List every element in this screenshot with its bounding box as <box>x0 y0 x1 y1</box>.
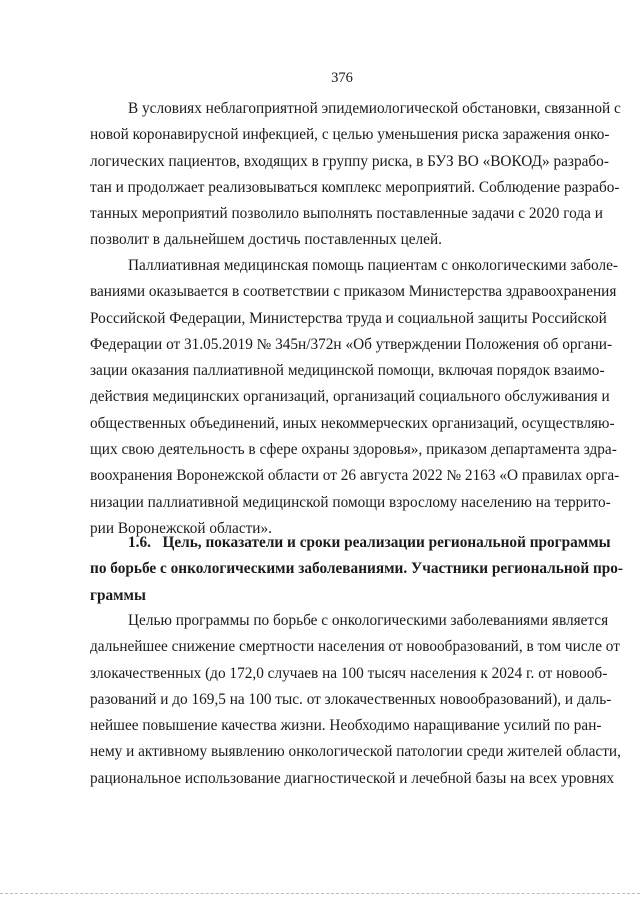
text-line: общественных объединений, иных некоммерческих организаций, осуществляю- <box>90 414 615 432</box>
text-line: щих свою деятельность в сфере охраны здоровья», приказом департамента здра- <box>90 441 617 459</box>
text-line: Федерации от 31.05.2019 № 345н/372н «Об утверждении Положения об органи- <box>90 335 613 353</box>
heading-number: 1.6. <box>128 534 151 551</box>
text-line: нему и активному выявлению онкологической патологии среди жителей области, <box>90 743 621 761</box>
text-line: логических пациентов, входящих в группу риска, в БУЗ ВО «ВОКОД» разрабо- <box>90 152 609 170</box>
heading-line: по борьбе с онкологическими заболеваниями. Участники региональной про- <box>90 560 624 578</box>
section-heading-1-6 <box>90 530 624 609</box>
text-line: злокачественных (до 172,0 случаев на 100 тысяч населения к 2024 г. от новооб- <box>90 664 608 682</box>
text-line: Паллиативная медицинская помощь пациентам с онкологическими заболе- <box>128 257 618 274</box>
text-line: дальнейшее снижение смертности населения от новообразований, в том числе от <box>90 638 620 656</box>
text-line: разований и до 169,5 на 100 тыс. от злокачественных новообразований), и даль- <box>90 690 612 708</box>
heading-line <box>90 530 611 556</box>
text-line: тан и продолжает реализовываться комплекс мероприятий. Соблюдение разрабо- <box>90 178 620 196</box>
text-line: зации оказания паллиативной медицинской помощи, включая порядок взаимо- <box>90 362 605 380</box>
text-line: воохранения Воронежской области от 26 августа 2022 № 2163 «О правилах орга- <box>90 467 620 485</box>
text-line: В условиях неблагоприятной эпидемиологической обстановки, связанной с <box>128 100 621 117</box>
paragraph-palliative-care <box>90 253 620 542</box>
text-line: рии Воронежской области». <box>90 519 272 537</box>
text-line: низации паллиативной медицинской помощи взрослому населению на террито- <box>90 493 611 511</box>
scan-edge-divider <box>0 893 640 894</box>
text-line: танных мероприятий позволило выполнять поставленные задачи с 2020 года и <box>90 205 603 223</box>
paragraph-epidemiological-measures <box>90 96 621 254</box>
heading-text: Цель, показатели и сроки реализации региональной программы <box>162 534 611 551</box>
text-line: Российской Федерации, Министерства труда и социальной защиты Российской <box>90 309 607 327</box>
text-line: позволит в дальнейшем достичь поставленных целей. <box>90 231 442 249</box>
text-line: рациональное использование диагностической и лечебной базы на всех уровнях <box>90 769 615 787</box>
text-line: новой коронавирусной инфекцией, с целью уменьшения риска заражения онко- <box>90 126 610 144</box>
text-line: Целью программы по борьбе с онкологическими заболеваниями является <box>128 612 609 629</box>
heading-line: граммы <box>90 586 146 604</box>
text-line: нейшее повышение качества жизни. Необходимо наращивание усилий по ран- <box>90 717 602 735</box>
text-line: ваниями оказывается в соответствии с приказом Министерства здравоохранения <box>90 283 617 301</box>
page-number: 376 <box>331 70 353 86</box>
text-line: действия медицинских организаций, организаций социального обслуживания и <box>90 388 610 406</box>
paragraph-program-goal <box>90 608 621 792</box>
